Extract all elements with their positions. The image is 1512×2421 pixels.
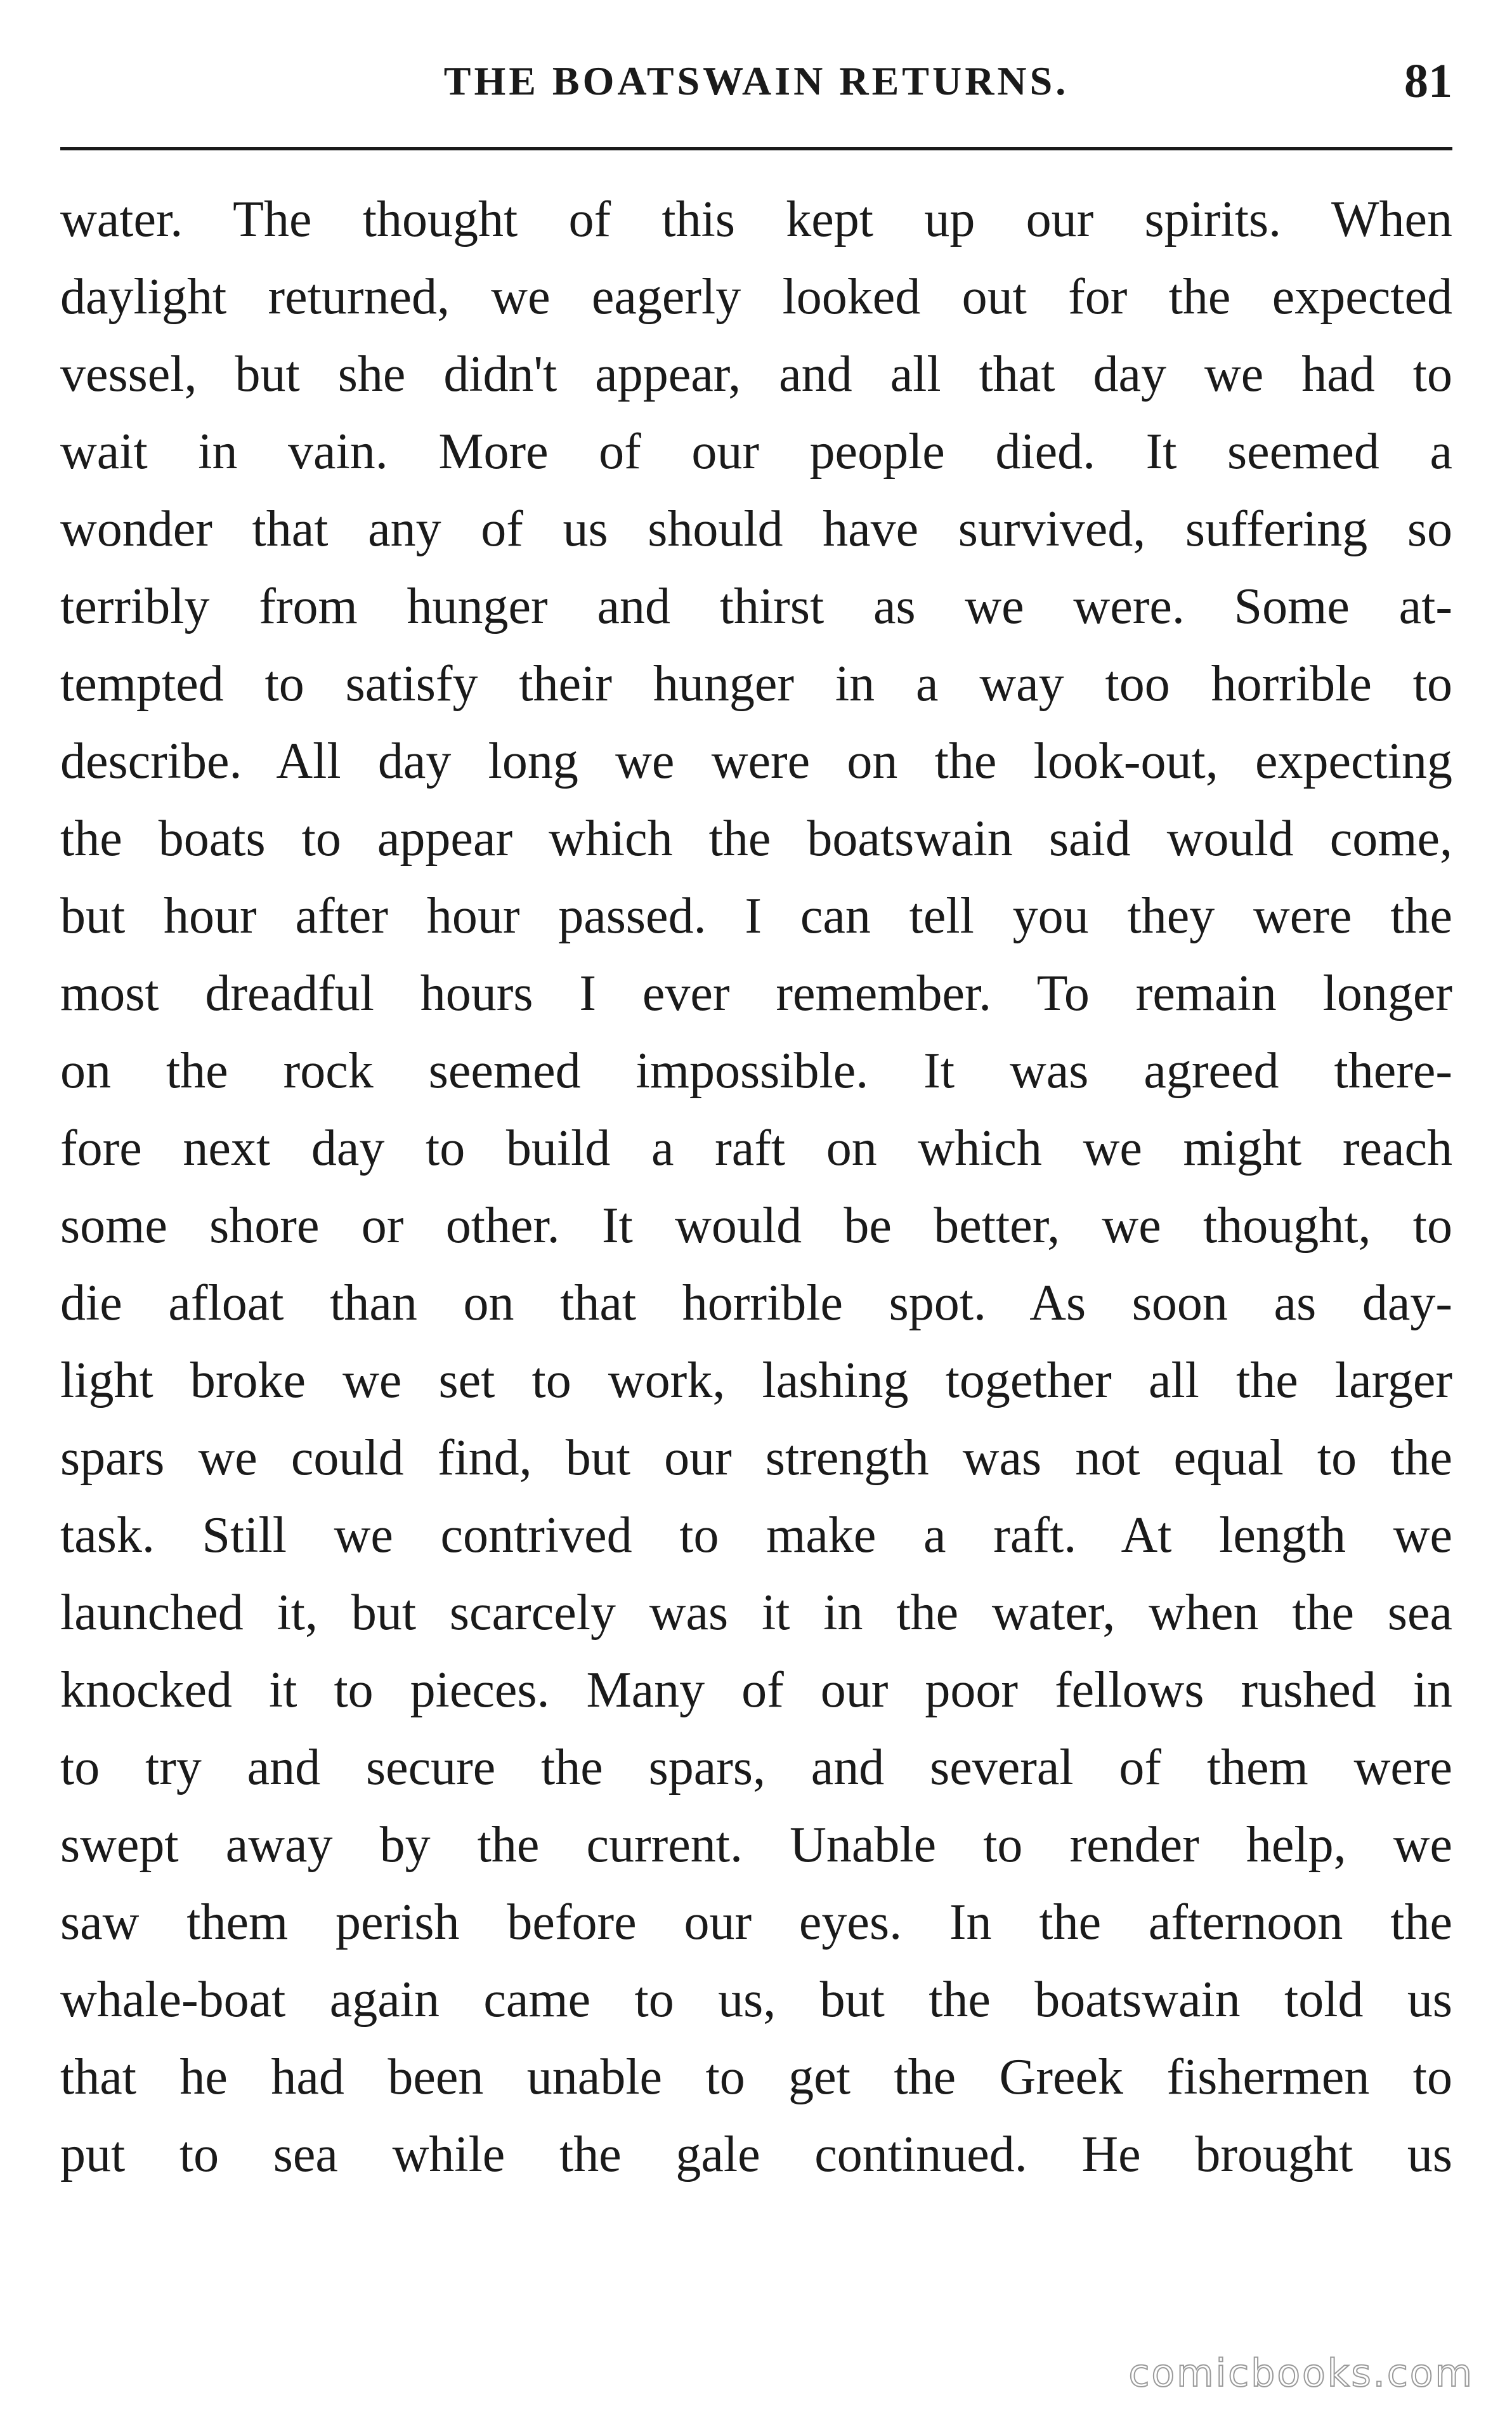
text-line: water. The thought of this kept up our spirits. When [60,192,1452,247]
text-line: vessel, but she didn't appear, and all that day we had to [60,346,1452,402]
text-line: task. Still we contrived to make a raft. At length we [60,1507,1452,1563]
running-title: THE BOATSWAIN RETURNS. [443,58,1069,103]
text-line: fore next day to build a raft on which we might reach [60,1120,1452,1176]
text-line: most dreadful hours I ever remember. To remain longer [60,966,1452,1021]
text-line: to try and secure the spars, and several of them were [60,1740,1452,1795]
page-number: 81 [1404,55,1452,108]
text-line: knocked it to pieces. Many of our poor fellows rushed in [60,1662,1452,1718]
text-line: terribly from hunger and thirst as we were. Some at- [60,579,1452,634]
text-line: launched it, but scarcely was it in the water, when the sea [60,1585,1452,1641]
running-head [60,49,1452,113]
text-line: daylight returned, we eagerly looked out for the expected [60,269,1452,325]
text-line: tempted to satisfy their hunger in a way too horrible to [60,656,1452,712]
text-line: die afloat than on that horrible spot. As soon as day- [60,1275,1452,1331]
text-line: wait in vain. More of our people died. It seemed a [60,424,1452,480]
header-rule [60,147,1452,150]
text-line: spars we could find, but our strength was not equal to the [60,1430,1452,1486]
text-line: that he had been unable to get the Greek fishermen to [60,2049,1452,2105]
text-line: some shore or other. It would be better, we thought, to [60,1198,1452,1254]
text-line: describe. All day long we were on the look-out, expecting [60,733,1452,789]
text-line: wonder that any of us should have survived, suffering so [60,501,1452,557]
text-line: swept away by the current. Unable to render help, we [60,1817,1452,1873]
text-line: on the rock seemed impossible. It was agreed there- [60,1043,1452,1099]
text-line: light broke we set to work, lashing together all the larger [60,1353,1452,1408]
text-line: the boats to appear which the boatswain said would come, [60,811,1452,867]
text-line: put to sea while the gale continued. He brought us [60,2127,1452,2182]
watermark: comicbooks.com [1128,2351,1474,2396]
body-text [60,181,1452,2193]
text-line: saw them perish before our eyes. In the afternoon the [60,1894,1452,1950]
text-line: whale-boat again came to us, but the boatswain told us [60,1972,1452,2028]
text-line: but hour after hour passed. I can tell you they were the [60,888,1452,944]
